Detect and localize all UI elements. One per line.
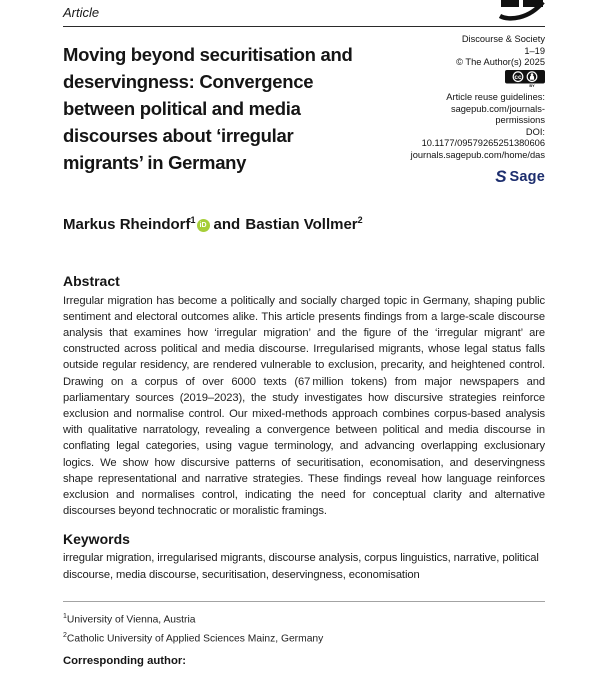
journal-homepage-link[interactable]: journals.sagepub.com/home/das	[410, 149, 545, 160]
journal-copyright: © The Author(s) 2025	[456, 57, 545, 67]
title-line: between political and media	[63, 98, 301, 119]
affiliation-1	[63, 609, 545, 628]
corresponding-author-heading: Corresponding author:	[63, 654, 187, 667]
header-rule	[63, 26, 545, 27]
sage-s-glyph: S	[495, 167, 507, 186]
orcid-icon[interactable]: iD	[197, 219, 210, 232]
article-type-label: Article	[63, 5, 100, 20]
journal-pages: 1–19	[524, 45, 545, 56]
sage-logo	[411, 167, 545, 186]
reuse-guidelines-label: Article reuse guidelines:	[446, 92, 545, 102]
keywords-list: irregular migration, irregularised migrants, discourse analysis, corpus linguistics, narrative, political discourse, media discourse, securitisation, deservingness, economisation	[63, 552, 539, 581]
doi-link[interactable]: DOI: 10.1177/09579265251380606	[421, 126, 545, 148]
authors-connector: and	[213, 215, 241, 233]
title-meta-row	[63, 34, 545, 186]
permissions-link[interactable]: sagepub.com/journals-permissions	[450, 103, 545, 125]
affiliation-2-mark: 2	[63, 631, 67, 639]
affiliation-1-text: University of Vienna, Austria	[66, 614, 196, 626]
title-line: discourses about ‘irregular	[63, 125, 294, 146]
authors-line	[63, 215, 545, 233]
author-2-name: Bastian Vollmer	[245, 215, 358, 233]
sage-wordmark: Sage	[509, 169, 545, 185]
abstract-heading: Abstract	[63, 272, 120, 289]
affiliation-1-mark: 1	[63, 612, 67, 620]
author-1-name: Markus Rheindorf	[63, 215, 191, 233]
abstract-body: Irregular migration has become a politically and socially charged topic in Germany, shaping public sentiment and electoral outcomes alike. This article presents findings from a large-scale discourse analysis that examines how ‘irregular migration’ and the figure of the ‘irregular migrant’ are constructed across political and media discourse. Irregularised migrants, whose legal status falls outside regular residency, are rendered vulnerable to exclusion, precarity, and heightened control. Drawing on a corpus of over 6000 texts (67 million tokens) from major newspapers and parliamentary sources (2019–2023), the study investigates how discursive strategies reinforce exclusion and normalise control. Our mixed-methods approach combines corpus-based analysis with qualitative narratology, revealing a convergence between political and media discourse in conflating legal categories, using vague terminology, and advancing overlapping exclusionary logics. We show how discursive patterns of securitisation, economisation, and deservingness shape representational and narrative strategies. These findings reveal how language reinforces exclusion and normalises control, indicating the need for conceptual clarity and alternative discourses beyond technocratic or moralistic framings.	[63, 294, 545, 518]
affiliation-2	[63, 628, 545, 647]
affiliation-2-text: Catholic University of Applied Sciences Mainz, Germany	[66, 633, 324, 645]
cc-by-badge-icon[interactable]	[505, 70, 545, 91]
title-line: migrants’ in Germany	[63, 152, 247, 173]
svg-text:cc: cc	[514, 73, 522, 81]
journal-logo-icon	[499, 0, 545, 21]
journal-meta-block	[411, 34, 545, 185]
footnote-rule	[63, 601, 545, 602]
author-1-affil-mark: 1	[190, 214, 196, 225]
svg-text:BY: BY	[529, 83, 535, 87]
title-line: Moving beyond securitisation and	[63, 44, 353, 65]
page-title	[63, 41, 411, 185]
affiliations-block	[63, 609, 545, 647]
journal-name: Discourse & Society	[461, 34, 545, 44]
title-line: deservingness: Convergence	[63, 71, 314, 92]
keywords-heading: Keywords	[63, 531, 130, 548]
author-2-affil-mark: 2	[357, 214, 363, 225]
